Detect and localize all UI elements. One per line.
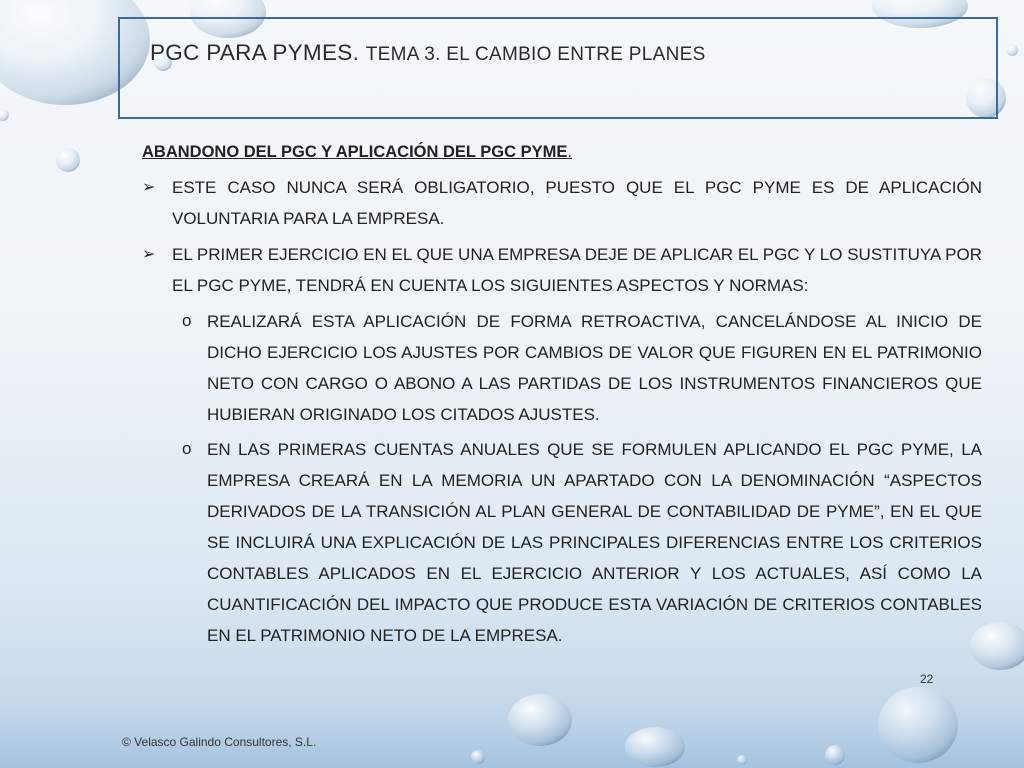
bullet-text: EL PRIMER EJERCICIO EN EL QUE UNA EMPRESA DEJE DE APLICAR EL PGC Y LO SUSTITUYA POR EL PGC PYME, TENDRÁ EN CUENTA LOS SIGUIENTES ASPECTOS Y NORMAS: bbox=[172, 245, 982, 295]
page-number: 22 bbox=[920, 672, 934, 686]
section-heading-text: ABANDONO DEL PGC Y APLICACIÓN DEL PGC PYME bbox=[142, 143, 568, 161]
sub-bullet-text: REALIZARÁ ESTA APLICACIÓN DE FORMA RETROACTIVA, CANCELÁNDOSE AL INICIO DE DICHO EJERCICIO LOS AJUSTES POR CAMBIOS DE VALOR QUE FIGUREN EN EL PATRIMONIO NETO CON CARGO O ABONO A LAS PARTIDAS DE LOS INSTRUMENTOS FINANCIEROS QUE HUBIERAN ORIGINADO LOS CITADOS AJUSTES. bbox=[207, 312, 982, 424]
section-heading bbox=[142, 137, 982, 168]
sub-bullet-item bbox=[142, 306, 982, 430]
bullet-item bbox=[142, 239, 982, 301]
sub-bullet-item bbox=[142, 434, 982, 651]
section-heading-tail: . bbox=[567, 143, 572, 161]
title-main: PGC PARA PYMES. bbox=[150, 40, 360, 65]
slide-title bbox=[150, 40, 970, 66]
arrow-bullet-icon: ➢ bbox=[142, 246, 156, 263]
circle-bullet-icon: o bbox=[182, 439, 192, 458]
circle-bullet-icon: o bbox=[182, 311, 192, 330]
bullet-text: ESTE CASO NUNCA SERÁ OBLIGATORIO, PUESTO QUE EL PGC PYME ES DE APLICACIÓN VOLUNTARIA PARA LA EMPRESA. bbox=[172, 178, 982, 228]
title-sub: TEMA 3. EL CAMBIO ENTRE PLANES bbox=[365, 44, 706, 65]
sub-bullet-text: EN LAS PRIMERAS CUENTAS ANUALES QUE SE FORMULEN APLICANDO EL PGC PYME, LA EMPRESA CREARÁ EN LA MEMORIA UN APARTADO CON LA DENOMINACIÓN “ASPECTOS DERIVADOS DE LA TRANSICIÓN AL PLAN GENERAL DE CONTABILIDAD DE PYME”, EN EL QUE SE INCLUIRÁ UNA EXPLICACIÓN DE LAS PRINCIPALES DIFERENCIAS ENTRE LOS CRITERIOS CONTABLES APLICADOS EN EL EJERCICIO ANTERIOR Y LOS ACTUALES, ASÍ COMO LA CUANTIFICACIÓN DEL IMPACTO QUE PRODUCE ESTA VARIACIÓN DE CRITERIOS CONTABLES EN EL PATRIMONIO NETO DE LA EMPRESA. bbox=[207, 440, 982, 645]
slide-content bbox=[142, 137, 982, 655]
footer-copyright: © Velasco Galindo Consultores, S.L. bbox=[122, 735, 317, 749]
arrow-bullet-icon: ➢ bbox=[142, 179, 156, 196]
title-frame bbox=[118, 17, 998, 119]
bullet-item bbox=[142, 172, 982, 234]
